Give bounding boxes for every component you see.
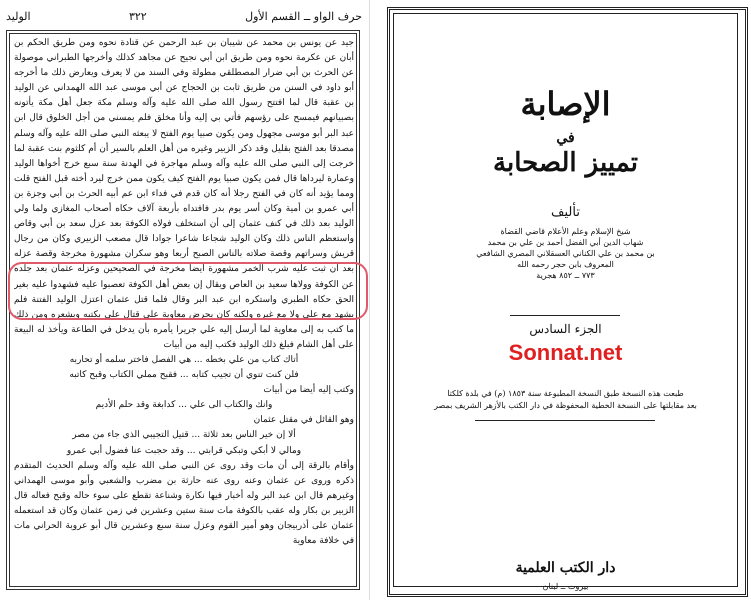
publisher-name: دار الكتب العلمية [515,560,616,576]
edition-line: بعد مقابلتها على النسخة الخطية المحفوظة في دار الكتب بالأزهر الشريف بمصر [434,401,697,410]
edition-note [380,388,751,412]
text-body [14,36,354,584]
page-header [6,6,362,26]
author-line: بن محمد بن علي الكناني العسقلاني المصري الشافعي [476,249,655,258]
author-dates: ٧٧٣ ــ ٨٥٢ هجرية [536,271,595,280]
text-page [0,0,370,600]
author-label: تأليف [551,205,580,220]
poem-line: ومالي لا أبكي وتبكي قرابتي ... وقد حجبت عنا فضول أبي عمرو [66,445,302,456]
header-entry: الوليد [6,9,31,23]
author-line: شيخ الإسلام وعلم الأعلام قاضي القضاة [500,227,631,236]
watermark-text: Sonnat.net [508,340,623,365]
publisher-place: بيروت ــ لبنان [542,582,589,591]
paragraph: وهو القائل في مقتل عثمان [253,415,354,426]
book-title-connector: في [556,130,575,146]
header-chapter: حرف الواو ــ القسم الأول [245,9,362,23]
author-line: المعروف بابن حجر رحمه الله [517,260,614,269]
author-block [380,226,751,281]
paragraph: وأقام بالرقة إلى أن مات وقد روى عن النبي صلى الله عليه وآله وسلم الحديث المتقدم ذكره وروى عن عثمان وعنه روى عنه حارثة بن مضرب والشعبي وأبو موسى الهمداني وغيرهم قال ابن عبد البر وله أخبار فيها نكارة وشناعة تقطع على سوء حاله وقبح فعاله قال الزبير بن بكار وله عقب بالكوفة مات سنة ستين وعشرين في زمن عثمان وكان قد استعمله عثمان على أذربيجان وهو أمير القوم وعزل سنة سبع وعشرين قال أبو عروبة الحراني مات في خلافة معاوية [14,460,354,547]
author-line: شهاب الدين أبي الفضل أحمد بن علي بن محمد [487,238,644,247]
book-subtitle: تمييز الصحابة [493,148,638,178]
book-title: الإصابة [520,85,611,123]
poem-line: وانك والكتاب الى علي ... كدابغة وقد حلم الأديم [95,400,273,411]
poem-line: أتاك كتاب من علي بخطه ... هي الفصل فاختر سلمه أو تحاربه [69,354,299,365]
cover-page [380,0,751,600]
poem-line: فلن كنت تنوي أن تجيب كتابه ... فقبح مملي الكتاب وقبح كاتبه [69,370,299,381]
page-number: ٣٢٢ [128,9,147,23]
divider [475,420,655,421]
edition-line: طبعت هذه النسخة طبق النسخة المطبوعة سنة ١٨٥٣ (م) في بلدة كلكتا [447,389,684,398]
paragraph: وكتب إليه أيضا من أبيات [263,385,354,396]
divider [510,315,620,316]
volume-label: الجزء السادس [529,322,602,336]
poem-line: ألا إن خير الناس بعد ثلاثة ... قتيل التجيبي الذي جاء من مصر [72,430,296,441]
paragraph: جيد عن يونس بن محمد عن شيبان بن عبد الرحمن عن قتادة نحوه ومن طريق الحكم بن أبان عن عكرمة نحوه ومن طريق ابن أبي نجيح عن مجاهد كذلك وأخرجها الطبراني موصولة عن الحرث بن أبي ضرار المصطلقي مطولة وفي السند من لا يعرف ويعارض ذلك ما أخرجه أبو داود في السنن من طريق ثابت بن الحجاج عن أبي موسى عبد الله الهمداني عن الوليد بن عقبة قال لما افتتح رسول الله صلى الله عليه وآله وسلم مكة جعل أهل مكة يأتونه بصبيانهم فيمسح على رؤسهم فأتي بي إليه وأنا مخلق فلم يمسني من أجل الخلوق قال ابن عبد البر أبو موسى مجهول ومن يكون صبيا يوم الفتح لا يبعثه النبي صلى الله عليه وآله وسلم مصدقا بعد الفتح بقليل وقد ذكر الزبير وغيره من أهل العلم بالسير أن أم كلثوم بنت عقبة لما خرجت إلى النبي صلى الله عليه وآله وسلم مهاجرة في الهدنة سنة سبع خرج أخواها الوليد وعمارة ليرداها قال فمن يكون صبيا يوم الفتح كيف يكون ممن خرج ليرد أخته قبل الفتح قلت ومما يؤيد أنه كان في الفتح رجلا أنه كان قدم في فداء ابن عم أبيه الحرث بن أبي وجزة بن أبي عمرو بن أمية وكان أسر يوم بدر فافتداه بأربعة آلاف حكاه أصحاب المغازي ولما ولي الوليد بعد ذلك في كنف عثمان إلى أن استخلف فولاه الكوفة بعد عزل سعد بن أبي وقاص واستعظم الناس ذلك وكان الوليد شجاعا شاعرا جوادا قال مصعب الزبيري وكان من رجال قريش وسراتهم وقصة صلاته بالناس الصبح أربعا وهو سكران مشهورة مخرجة وقصة عزله بعد أن ثبت عليه شرب الخمر مشهورة أيضا مخرجة في الصحيحين وعزله عثمان بعد جلده عن الكوفة وولاها سعيد بن العاص ويقال إن بعض أهل الكوفة تعصبوا عليه فشهدوا عليه بغير الحق حكاه الطبري واستكره ابن عبد البر وقال فلما قتل عثمان اعتزل الوليد الفتنة فلم يشهد مع علي ولا مع غيره ولكنه كان يحرض معاوية على قتال علي بكتبه وبشعره ومن ذلك ما كتب به إلى معاوية لما أرسل إليه علي جريرا يأمره بأن يدخل في الطاعة ويأخذ له البيعة على أهل الشام فبلغ ذلك الوليد فكتب إليه من أبيات [14,38,354,350]
